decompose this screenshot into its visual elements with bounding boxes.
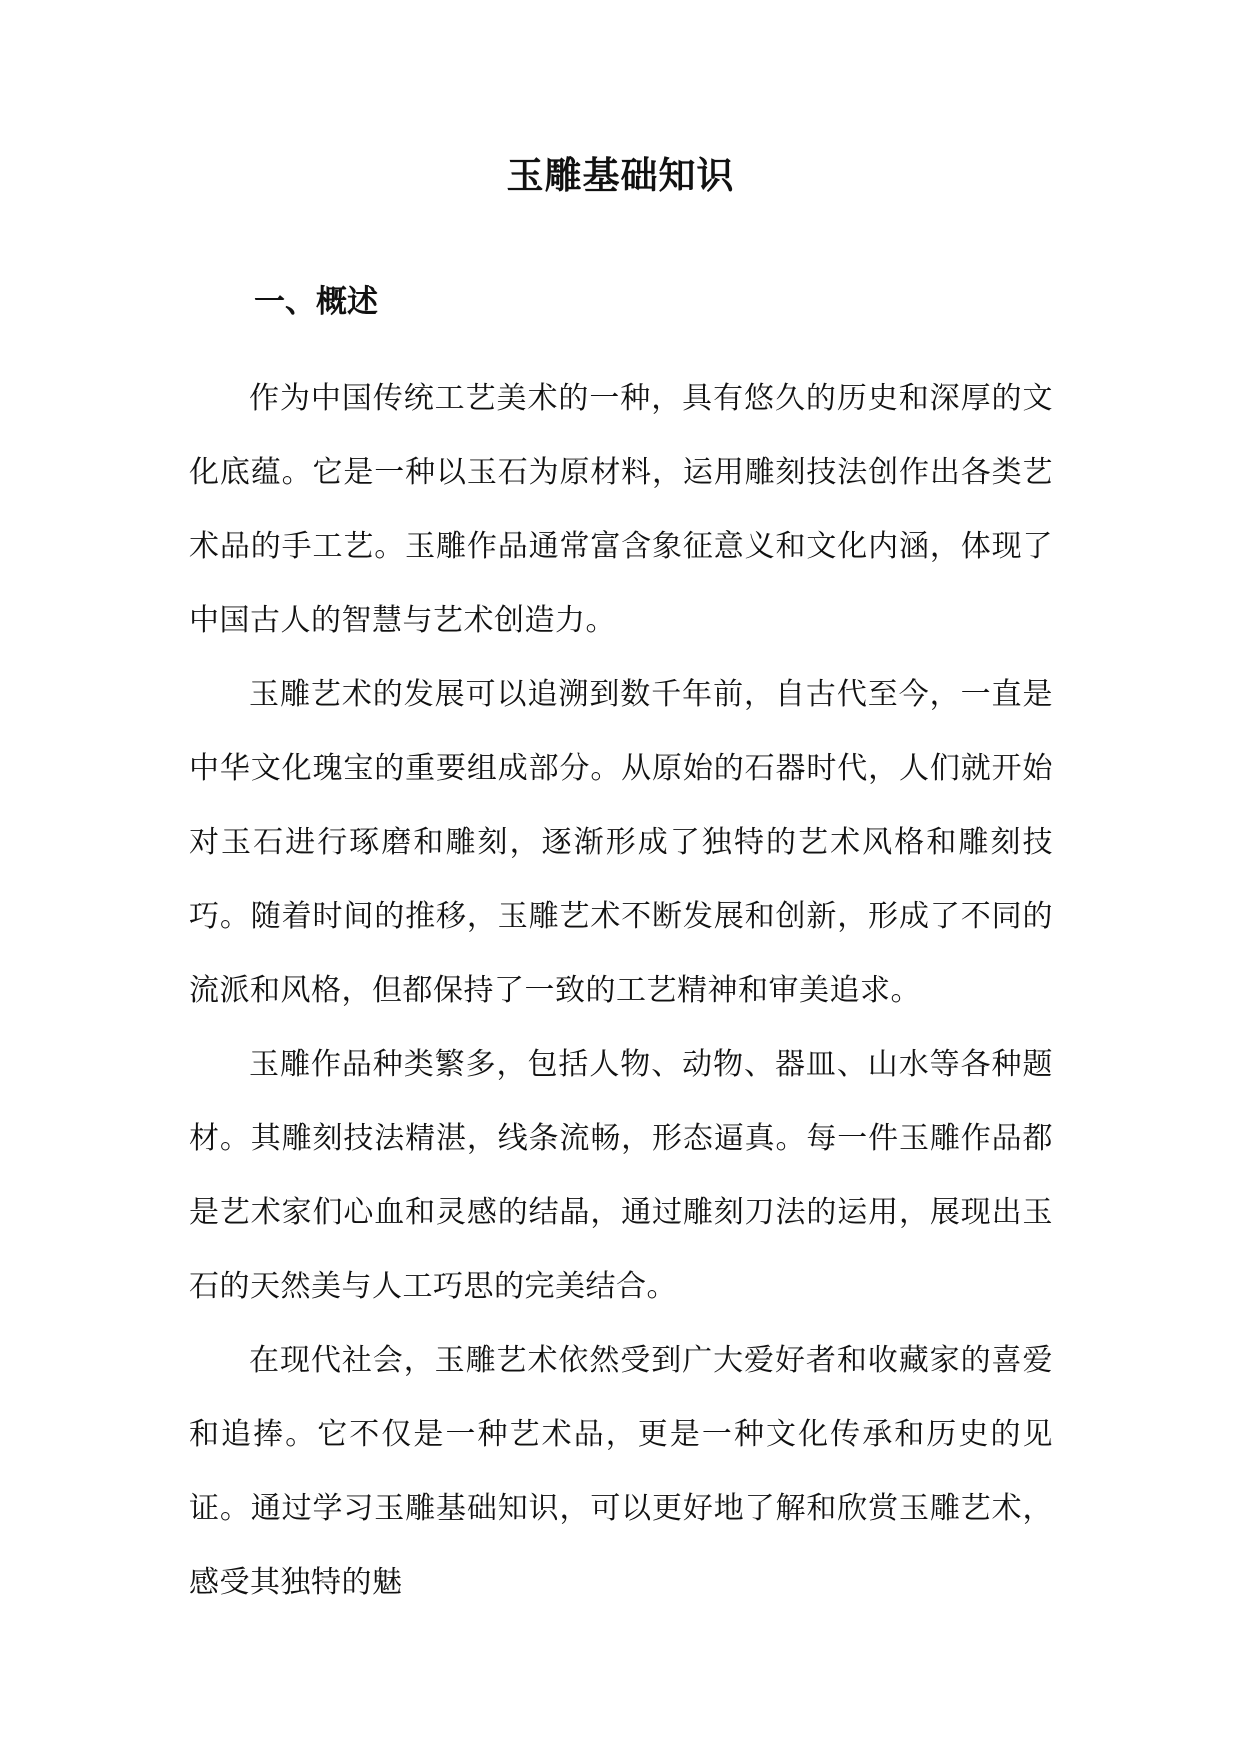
paragraph-2: 玉雕艺术的发展可以追溯到数千年前，自古代至今，一直是中华文化瑰宝的重要组成部分。从原始的石器时代，人们就开始对玉石进行琢磨和雕刻，逐渐形成了独特的艺术风格和雕刻技巧。随着时间的推移，玉雕艺术不断发展和创新，形成了不同的流派和风格，但都保持了一致的工艺精神和审美追求。 (189, 677, 1053, 1008)
section-heading-overview: 一、概述 (254, 284, 378, 320)
paragraph-1: 作为中国传统工艺美术的一种，具有悠久的历史和深厚的文化底蕴。它是一种以玉石为原材料，运用雕刻技法创作出各类艺术品的手工艺。玉雕作品通常富含象征意义和文化内涵，体现了中国古人的智慧与艺术创造力。 (189, 381, 1053, 638)
paragraph-3: 玉雕作品种类繁多，包括人物、动物、器皿、山水等各种题材。其雕刻技法精湛，线条流畅，形态逼真。每一件玉雕作品都是艺术家们心血和灵感的结晶，通过雕刻刀法的运用，展现出玉石的天然美与人工巧思的完美结合。 (189, 1047, 1053, 1304)
paragraph-4: 在现代社会，玉雕艺术依然受到广大爱好者和收藏家的喜爱和追捧。它不仅是一种艺术品，更是一种文化传承和历史的见证。通过学习玉雕基础知识，可以更好地了解和欣赏玉雕艺术，感受其独特的魅 (189, 1343, 1053, 1600)
section-body (189, 362, 1053, 1620)
document-title: 玉雕基础知识 (506, 153, 735, 197)
